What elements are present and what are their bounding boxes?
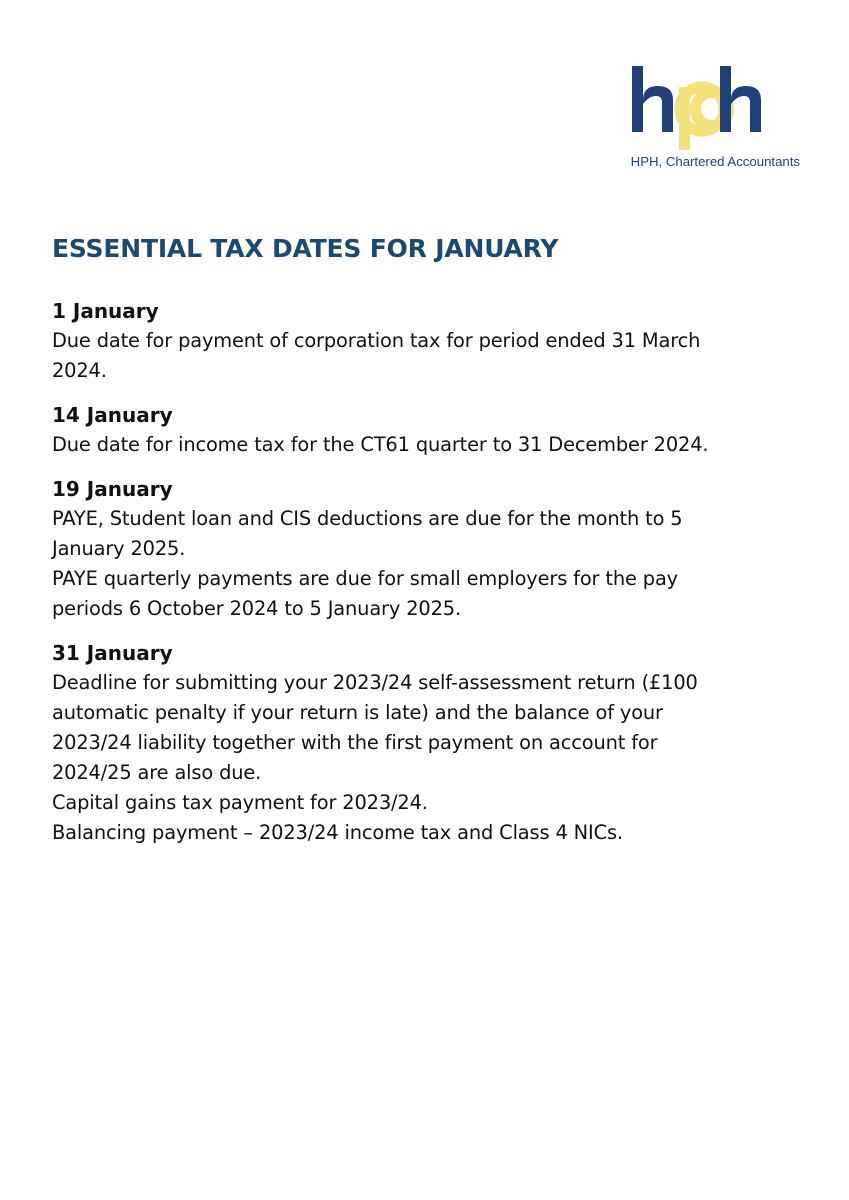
entry-description: Due date for payment of corporation tax for period ended 31 March: [52, 329, 701, 352]
tax-date-entry: [52, 400, 812, 460]
logo-letter-h-left: [632, 66, 673, 132]
entry-description: PAYE, Student loan and CIS deductions are due for the month to 5: [52, 507, 683, 530]
entry-description: Balancing payment – 2023/24 income tax and Class 4 NICs.: [52, 821, 623, 844]
entry-description: 2024/25 are also due.: [52, 761, 262, 784]
entry-description: 2023/24 liability together with the first payment on account for: [52, 731, 658, 754]
entry-description: periods 6 October 2024 to 5 January 2025.: [52, 597, 461, 620]
tax-dates-list: [52, 296, 812, 862]
hph-logo-mark-icon: [594, 62, 804, 152]
entry-date: 31 January: [52, 641, 173, 665]
entry-date: 19 January: [52, 477, 173, 501]
logo-letter-h-right: [720, 66, 761, 132]
logo-caption: HPH, Chartered Accountants: [630, 154, 800, 169]
entry-date: 14 January: [52, 403, 173, 427]
entry-description: Due date for income tax for the CT61 quarter to 31 December 2024.: [52, 433, 709, 456]
tax-date-entry: [52, 474, 812, 624]
entry-date: 1 January: [52, 299, 159, 323]
page-title: ESSENTIAL TAX DATES FOR JANUARY: [52, 234, 559, 263]
entry-description: Deadline for submitting your 2023/24 self-assessment return (£100: [52, 671, 698, 694]
entry-description: 2024.: [52, 359, 107, 382]
tax-date-entry: [52, 296, 812, 386]
entry-description: automatic penalty if your return is late) and the balance of your: [52, 701, 663, 724]
entry-description: PAYE quarterly payments are due for small employers for the pay: [52, 567, 678, 590]
tax-date-entry: [52, 638, 812, 848]
entry-description: Capital gains tax payment for 2023/24.: [52, 791, 428, 814]
entry-description: January 2025.: [52, 537, 186, 560]
company-logo: [594, 62, 804, 174]
